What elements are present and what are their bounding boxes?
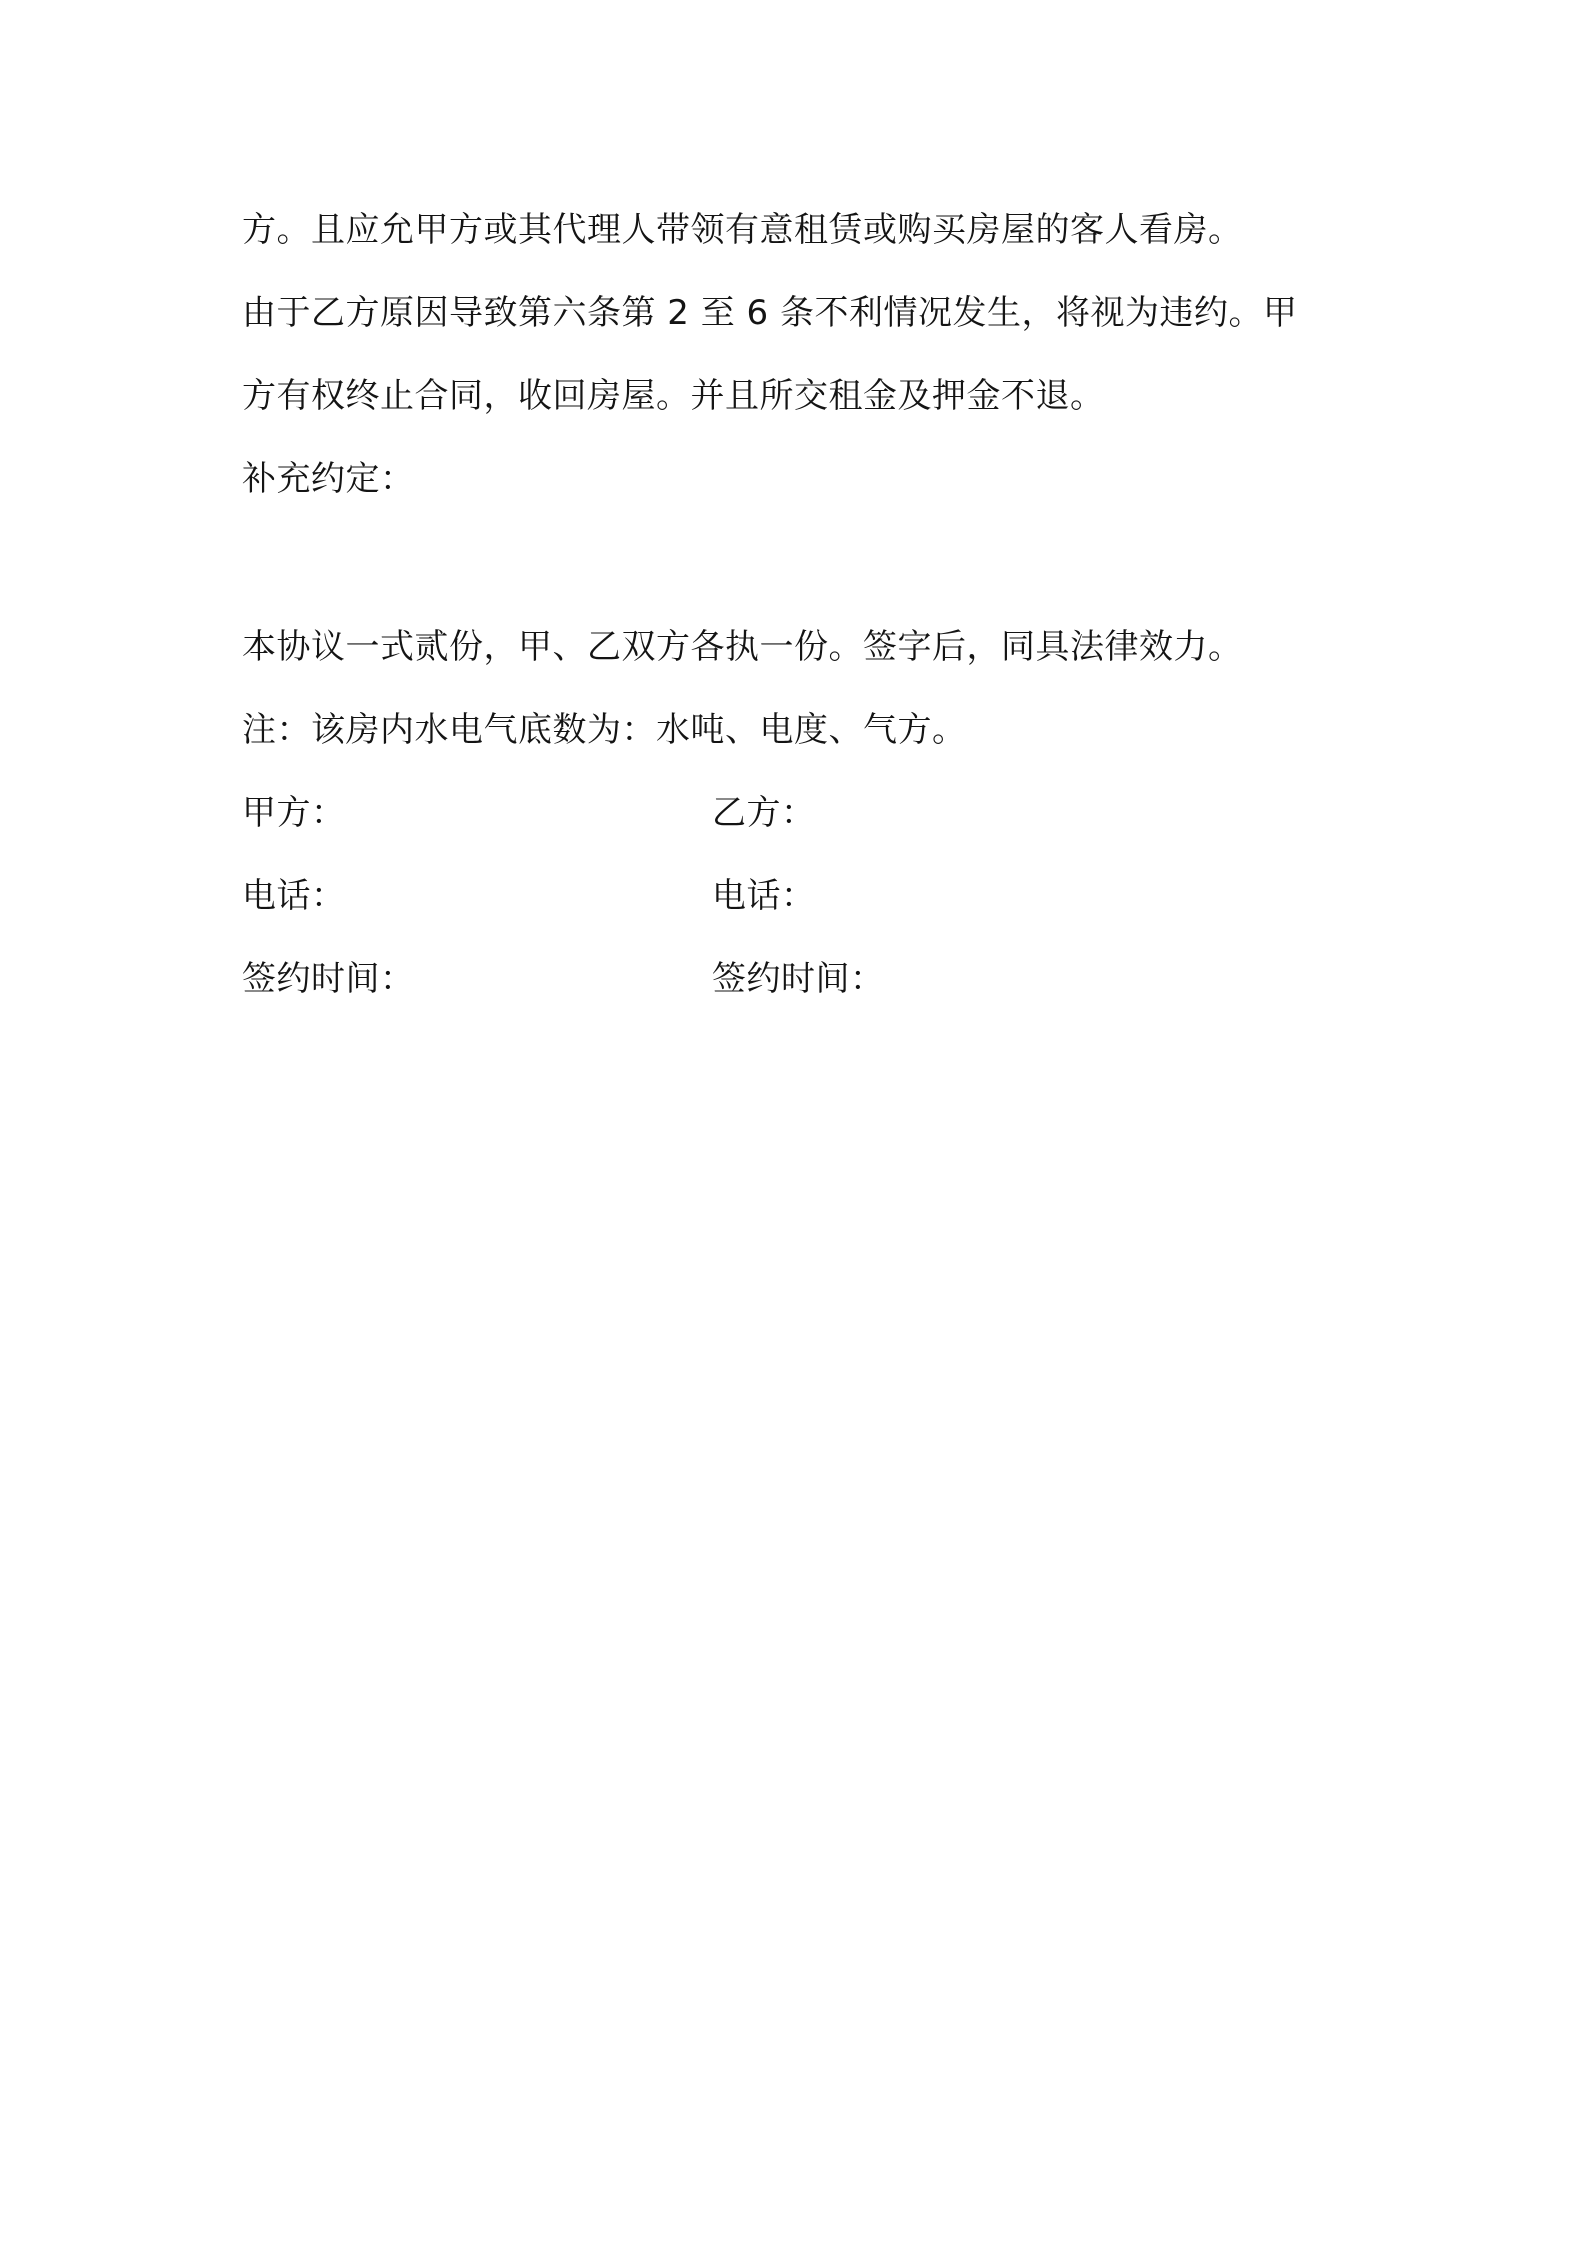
date-b-label: 签约时间：: [712, 959, 885, 999]
phone-b-label: 电话：: [712, 876, 816, 916]
party-b-label: 乙方：: [712, 793, 816, 833]
paragraph-line-1: 方。且应允甲方或其代理人带领有意租赁或购买房屋的客人看房。: [242, 210, 1243, 250]
paragraph-line-2: 由于乙方原因导致第六条第 2 至 6 条不利情况发生，将视为违约。甲: [242, 293, 1298, 333]
supplement-label: 补充约定：: [242, 459, 415, 499]
copies-statement: 本协议一式贰份，甲、乙双方各执一份。签字后，同具法律效力。: [242, 627, 1243, 667]
paragraph-line-3: 方有权终止合同，收回房屋。并且所交租金及押金不退。: [242, 376, 1105, 416]
date-a-label: 签约时间：: [242, 959, 415, 999]
utility-note: 注：该房内水电气底数为：水吨、电度、气方。: [242, 710, 967, 750]
phone-a-label: 电话：: [242, 876, 346, 916]
party-a-label: 甲方：: [242, 793, 346, 833]
